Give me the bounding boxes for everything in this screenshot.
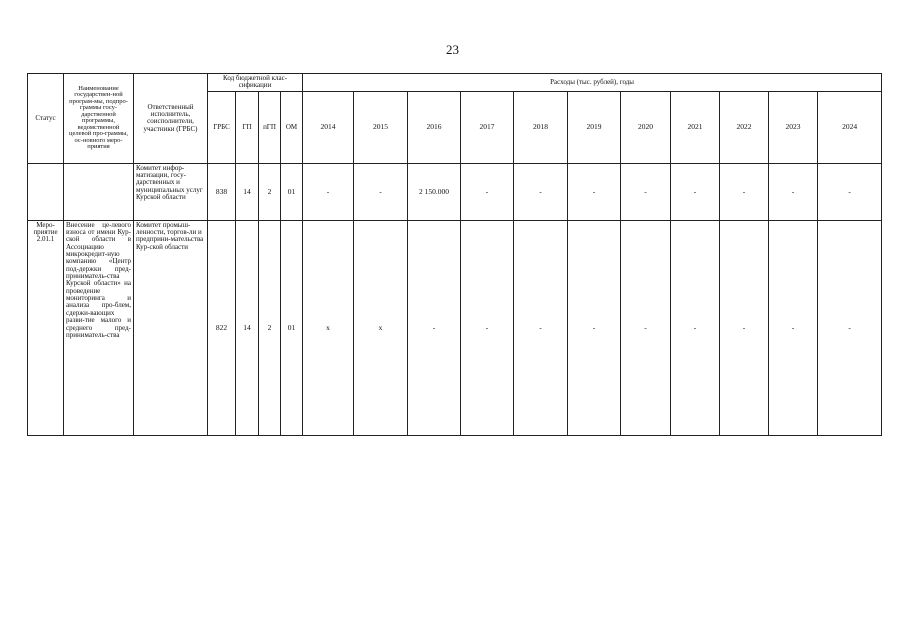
budget-table [27, 73, 882, 436]
header-code-om: ОМ [281, 91, 303, 163]
header-expenses-group: Расходы (тыс. рублей), годы [303, 74, 882, 92]
row-name: Внесение це-левого взноса от имени Кур-ской области в Ассоциацию микрокредит-ную компанию «Центр под-держки пред-приниматель-ства Курской области» на проведение мониторинга и анализа про-блем, сдержи-вающих разви-тие малого и среднего пред-приниматель-ства [64, 220, 134, 435]
header-code-grbs: ГРБС [208, 91, 236, 163]
row-responsible: Комитет инфор-матизации, госу-дарственных и муниципальных услуг Курской области [134, 163, 208, 220]
row-value: - [720, 163, 769, 220]
row-value: - [568, 163, 621, 220]
row-value: - [621, 163, 671, 220]
row-value: - [671, 220, 720, 435]
row-value: - [818, 220, 882, 435]
row-value: - [818, 163, 882, 220]
row-value: - [461, 220, 514, 435]
row-om: 01 [281, 163, 303, 220]
header-responsible: Ответственный исполнитель, соисполнители, участники (ГРБС) [134, 74, 208, 164]
table-row [28, 220, 882, 435]
header-year: 2018 [514, 91, 568, 163]
row-om: 01 [281, 220, 303, 435]
header-budget-code-group: Код бюджетной клас-сификации [208, 74, 303, 92]
row-value: - [303, 163, 354, 220]
header-year: 2021 [671, 91, 720, 163]
header-year: 2016 [408, 91, 461, 163]
row-value: x [354, 220, 408, 435]
row-value: - [514, 163, 568, 220]
row-value: - [514, 220, 568, 435]
page-number: 23 [446, 42, 459, 57]
header-status: Статус [28, 74, 64, 164]
row-value: - [354, 163, 408, 220]
row-value: - [671, 163, 720, 220]
header-year: 2019 [568, 91, 621, 163]
row-gp: 14 [236, 163, 259, 220]
header-year: 2020 [621, 91, 671, 163]
row-pgp: 2 [259, 220, 281, 435]
header-year: 2023 [769, 91, 818, 163]
row-value: 2 150.000 [408, 163, 461, 220]
row-pgp: 2 [259, 163, 281, 220]
row-gp: 14 [236, 220, 259, 435]
header-program-name: Наименование государствен-ной програм-мы, подпро-граммы госу-дарственной программы, ведомственной целевой про-граммы, ос-новного меро-приятия [64, 74, 134, 164]
row-value: - [720, 220, 769, 435]
row-name [64, 163, 134, 220]
row-status [28, 163, 64, 220]
row-value: - [621, 220, 671, 435]
row-value: - [408, 220, 461, 435]
row-responsible: Комитет промыш-ленности, торгов-ли и предприни-мательства Кур-ской области [134, 220, 208, 435]
table-row [28, 163, 882, 220]
header-code-gp: ГП [236, 91, 259, 163]
row-value: - [568, 220, 621, 435]
row-value: - [461, 163, 514, 220]
row-grbs: 838 [208, 163, 236, 220]
header-year: 2017 [461, 91, 514, 163]
row-grbs: 822 [208, 220, 236, 435]
header-year: 2015 [354, 91, 408, 163]
row-value: - [769, 220, 818, 435]
header-year: 2022 [720, 91, 769, 163]
header-year: 2024 [818, 91, 882, 163]
header-year: 2014 [303, 91, 354, 163]
header-code-pgp: пГП [259, 91, 281, 163]
row-status: Меро-приятие 2.01.1 [28, 220, 64, 435]
row-value: x [303, 220, 354, 435]
row-value: - [769, 163, 818, 220]
